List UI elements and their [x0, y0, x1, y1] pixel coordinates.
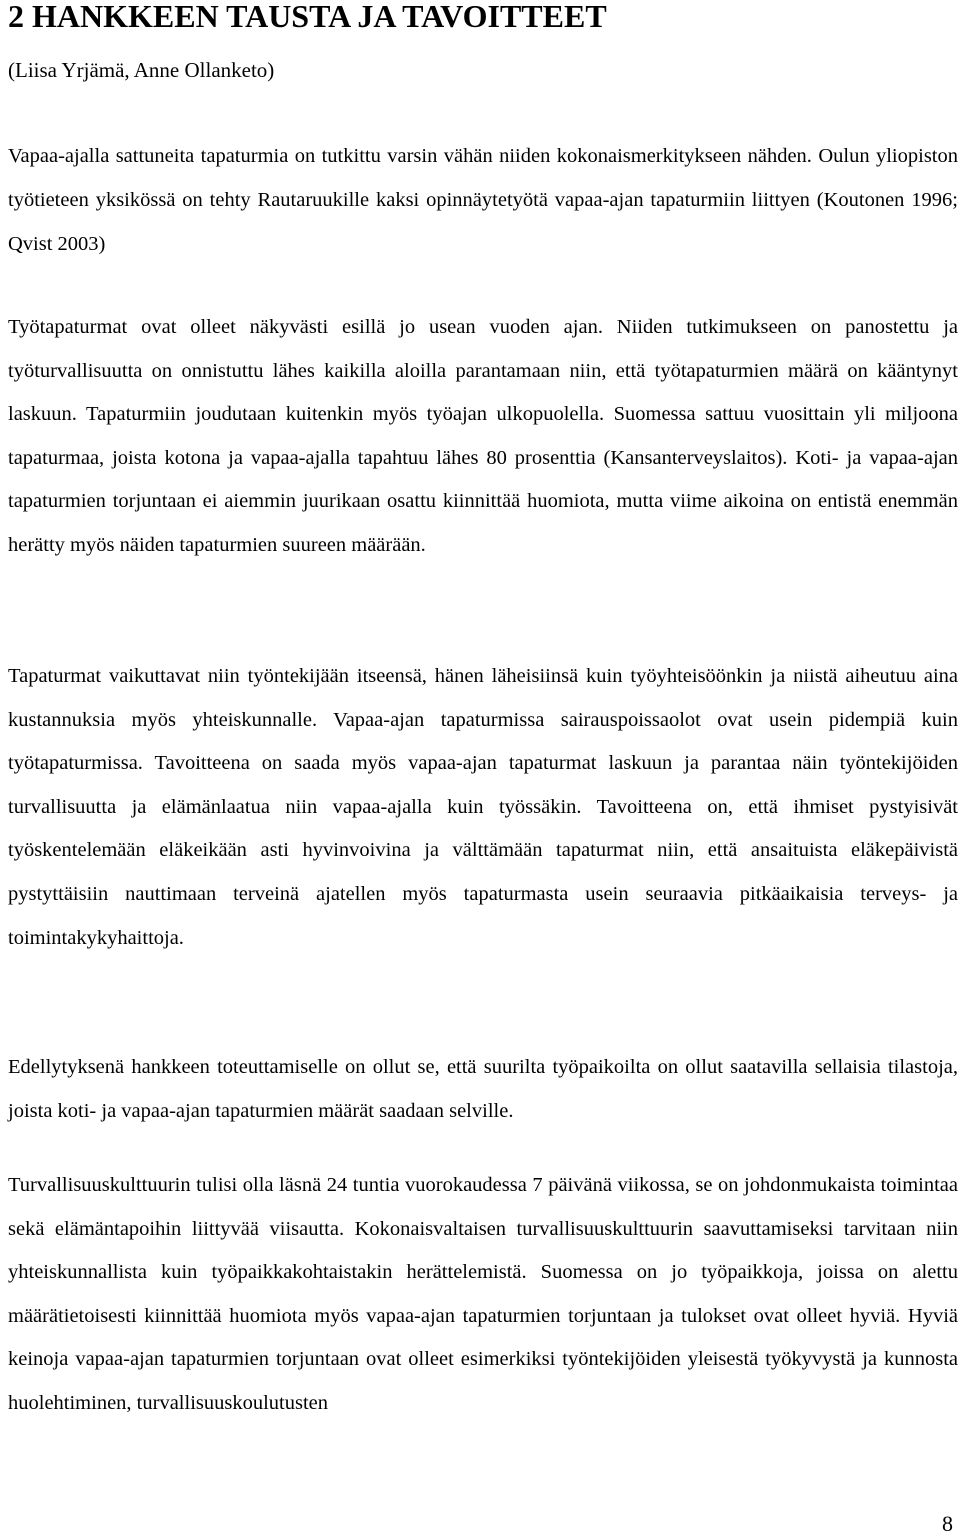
paragraph-2: Työtapaturmat ovat olleet näkyvästi esillä jo usean vuoden ajan. Niiden tutkimukseen on panostettu ja työturvallisuutta on onnistuttu lähes kaikilla aloilla parantamaan niin, että työtapaturmien määrä on kääntynyt laskuun. Tapaturmiin joudutaan kuitenkin myös työajan ulkopuolella. Suomessa sattuu vuosittain yli miljoona tapaturmaa, joista kotona ja vapaa-ajalla tapahtuu lähes 80 prosenttia (Kansanterveyslaitos). Koti- ja vapaa-ajan tapaturmien torjuntaan ei aiemmin juurikaan osattu kiinnittää huomiota, mutta viime aikoina on entistä enemmän herätty myös näiden tapaturmien suureen määrään. — [8, 316, 958, 556]
paragraph-4: Edellytyksenä hankkeen toteuttamiselle on ollut se, että suurilta työpaikoilta on ollut saatavilla sellaisia tilastoja, joista koti- ja vapaa-ajan tapaturmien määrät saadaan selville. — [8, 1056, 958, 1122]
paragraph-5: Turvallisuuskulttuurin tulisi olla läsnä 24 tuntia vuorokaudessa 7 päivänä viikossa, se on johdonmukaista toimintaa sekä elämäntapoihin liittyvää viisautta. Kokonaisvaltaisen turvallisuuskulttuurin saavuttamiseksi tarvitaan niin yhteiskunnallista kuin työpaikkakohtaistakin herättelemistä. Suomessa on jo työpaikkoja, joissa on alettu määrätietoisesti kiinnittää huomiota myös vapaa-ajan tapaturmien torjuntaan ja tulokset ovat olleet hyviä. Hyviä keinoja vapaa-ajan tapaturmien torjuntaan ovat olleet esimerkiksi työntekijöiden yleisestä työkyvystä ja kunnosta huolehtiminen, turvallisuuskoulutusten — [8, 1174, 958, 1414]
paragraph-3: Tapaturmat vaikuttavat niin työntekijään itseensä, hänen läheisiinsä kuin työyhteisöönkin ja niistä aiheutuu aina kustannuksia myös yhteiskunnalle. Vapaa-ajan tapaturmissa sairauspoissaolot ovat usein pidempiä kuin työtapaturmissa. Tavoitteena on saada myös vapaa-ajan tapaturmat laskuun ja parantaa näin työntekijöiden turvallisuutta ja elämänlaatua niin vapaa-ajalla kuin työssäkin. Tavoitteena on, että ihmiset pystyisivät työskentelemään eläkeikään asti hyvinvoivina ja välttämään tapaturmat niin, että ansaituista eläkepäivistä pystyttäisiin nauttimaan terveinä ajatellen myös tapaturmasta usein seuraavia pitkäaikaisia terveys- ja toimintakykyhaittoja. — [8, 665, 958, 949]
page-number: 8 — [942, 1511, 953, 1536]
authors-line: (Liisa Yrjämä, Anne Ollanketo) — [8, 58, 275, 82]
section-heading: 2 HANKKEEN TAUSTA JA TAVOITTEET — [8, 0, 607, 34]
paragraph-1: Vapaa-ajalla sattuneita tapaturmia on tutkittu varsin vähän niiden kokonaismerkitykseen nähden. Oulun yliopiston työtieteen yksikössä on tehty Rautaruukille kaksi opinnäytetyötä vapaa-ajan tapaturmiin liittyen (Koutonen 1996; Qvist 2003) — [8, 145, 958, 255]
